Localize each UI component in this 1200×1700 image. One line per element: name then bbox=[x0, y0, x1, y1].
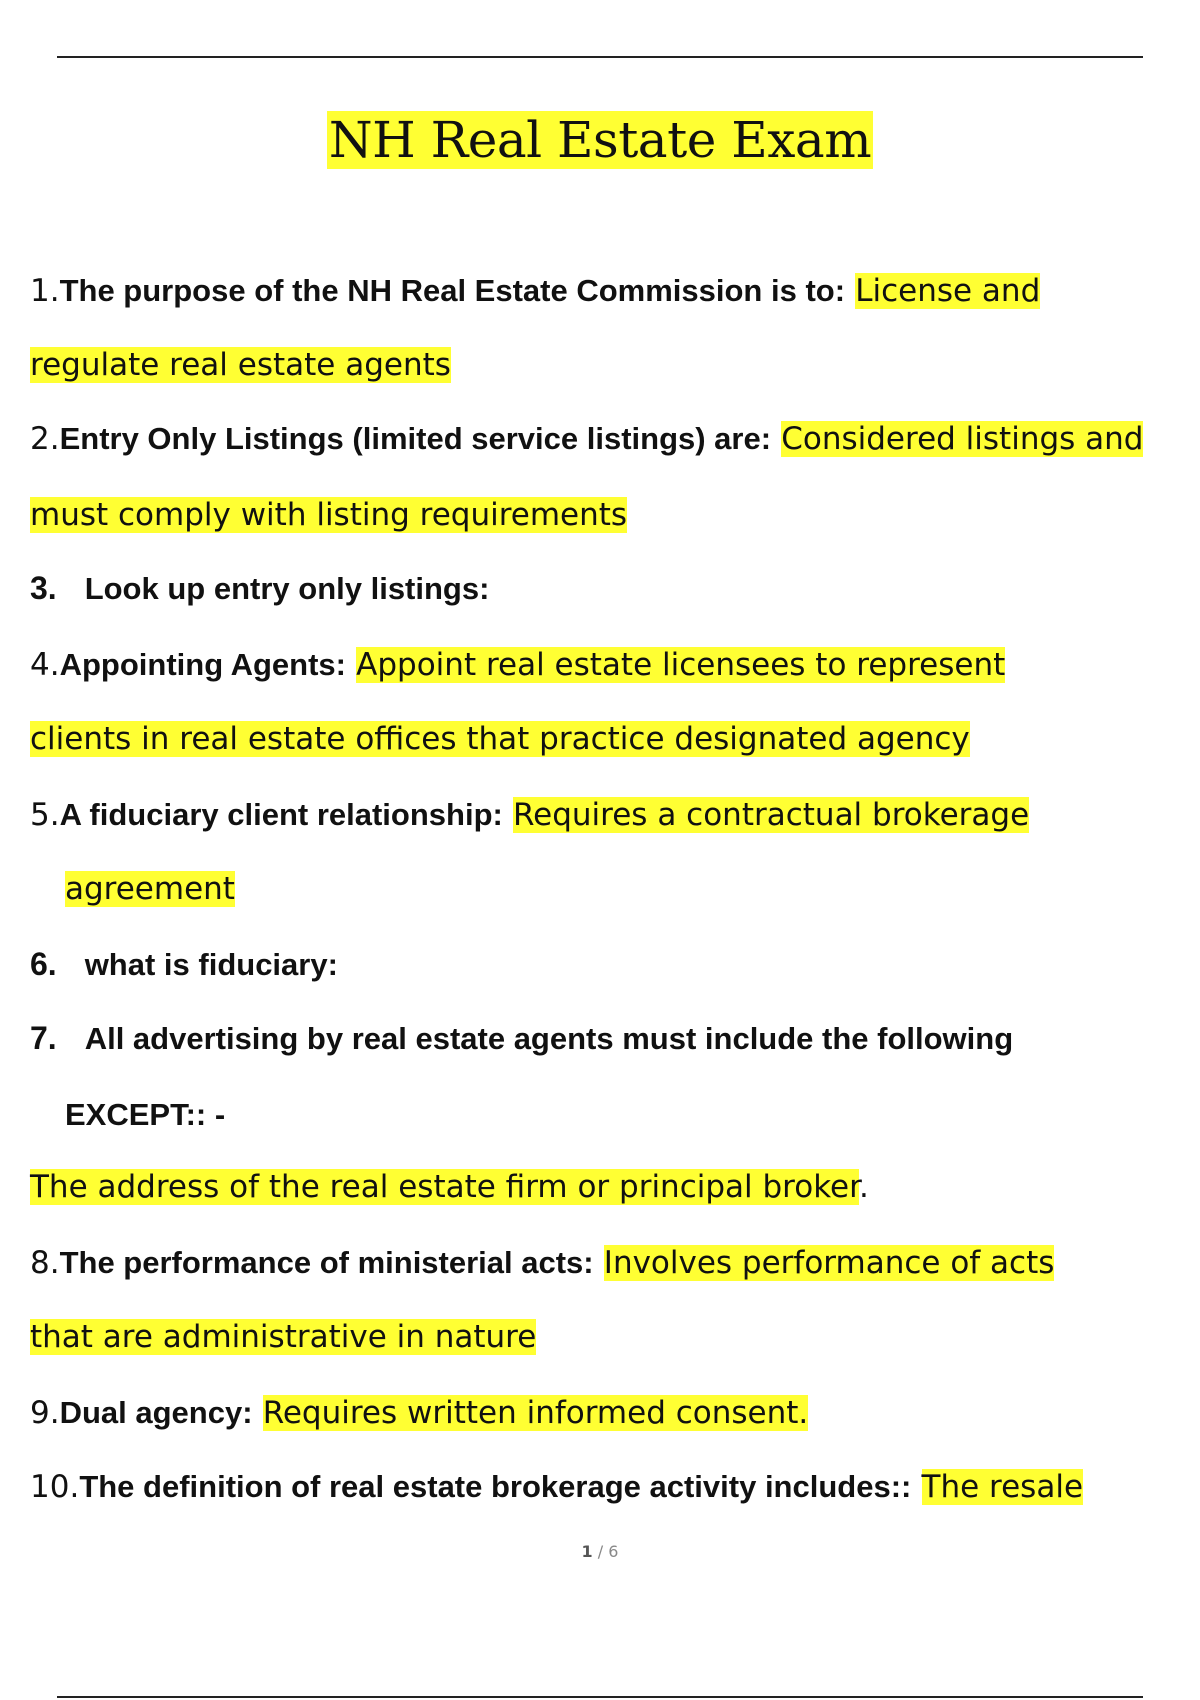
answer-text: Involves performance of acts bbox=[603, 1245, 1055, 1281]
item-number: 10. bbox=[30, 1469, 80, 1505]
question-text: Entry Only Listings (limited service listings) are: bbox=[59, 421, 772, 456]
current-page: 1 bbox=[581, 1542, 593, 1561]
list-item bbox=[30, 944, 338, 984]
total-pages: 6 bbox=[608, 1542, 619, 1561]
item-number: 9. bbox=[30, 1395, 60, 1431]
page-separator: / bbox=[597, 1542, 604, 1561]
answer-continuation bbox=[65, 868, 235, 908]
question-text: A fiduciary client relationship: bbox=[59, 797, 503, 832]
question-text: Look up entry only listings: bbox=[84, 571, 490, 606]
item-number: 4. bbox=[30, 647, 60, 683]
list-item bbox=[30, 418, 1143, 458]
list-item bbox=[30, 1242, 1054, 1282]
list-item bbox=[30, 270, 1040, 310]
item-number: 5. bbox=[30, 797, 60, 833]
answer-text: Appoint real estate licensees to represent bbox=[356, 647, 1006, 683]
question-text: The definition of real estate brokerage activity includes:: bbox=[79, 1469, 912, 1504]
question-text: EXCEPT:: - bbox=[65, 1097, 226, 1132]
answer-text: that are administrative in nature bbox=[30, 1319, 537, 1355]
item-number: 1. bbox=[30, 273, 60, 309]
answer-continuation bbox=[30, 494, 627, 534]
answer-text: Requires written informed consent. bbox=[262, 1395, 809, 1431]
question-continuation bbox=[65, 1094, 225, 1134]
item-number: 3. bbox=[30, 570, 57, 606]
bottom-rule bbox=[57, 1696, 1143, 1698]
list-item bbox=[30, 568, 489, 608]
item-number: 8. bbox=[30, 1245, 60, 1281]
title-block bbox=[0, 108, 1200, 172]
list-item bbox=[30, 644, 1005, 684]
answer-text: Considered listings and bbox=[781, 421, 1144, 457]
document-title: NH Real Estate Exam bbox=[328, 111, 872, 169]
list-item bbox=[30, 1392, 808, 1432]
page-indicator bbox=[0, 1542, 1200, 1561]
answer-text: Requires a contractual brokerage bbox=[513, 797, 1030, 833]
list-item bbox=[30, 1018, 1013, 1058]
list-item bbox=[30, 1466, 1083, 1506]
item-number: 2. bbox=[30, 421, 60, 457]
item-number: 6. bbox=[30, 946, 57, 982]
answer-text: License and bbox=[855, 273, 1041, 309]
answer-continuation bbox=[30, 1166, 869, 1206]
question-text: what is fiduciary: bbox=[84, 947, 338, 982]
question-text: Appointing Agents: bbox=[59, 647, 346, 682]
question-text: The purpose of the NH Real Estate Commission is to: bbox=[59, 273, 846, 308]
item-number: 7. bbox=[30, 1020, 57, 1056]
list-item bbox=[30, 794, 1029, 834]
question-text: Dual agency: bbox=[59, 1395, 253, 1430]
answer-suffix: . bbox=[859, 1169, 869, 1205]
answer-text: The address of the real estate firm or principal broker bbox=[30, 1169, 860, 1205]
answer-text: The resale bbox=[921, 1469, 1084, 1505]
answer-continuation bbox=[30, 718, 970, 758]
answer-text: agreement bbox=[65, 871, 235, 907]
answer-text: regulate real estate agents bbox=[30, 347, 451, 383]
answer-continuation bbox=[30, 344, 451, 384]
question-text: The performance of ministerial acts: bbox=[59, 1245, 594, 1280]
question-text: All advertising by real estate agents must include the following bbox=[84, 1021, 1014, 1056]
answer-text: must comply with listing requirements bbox=[30, 497, 628, 533]
top-rule bbox=[57, 56, 1143, 58]
answer-text: clients in real estate offices that practice designated agency bbox=[30, 721, 970, 757]
answer-continuation bbox=[30, 1316, 536, 1356]
